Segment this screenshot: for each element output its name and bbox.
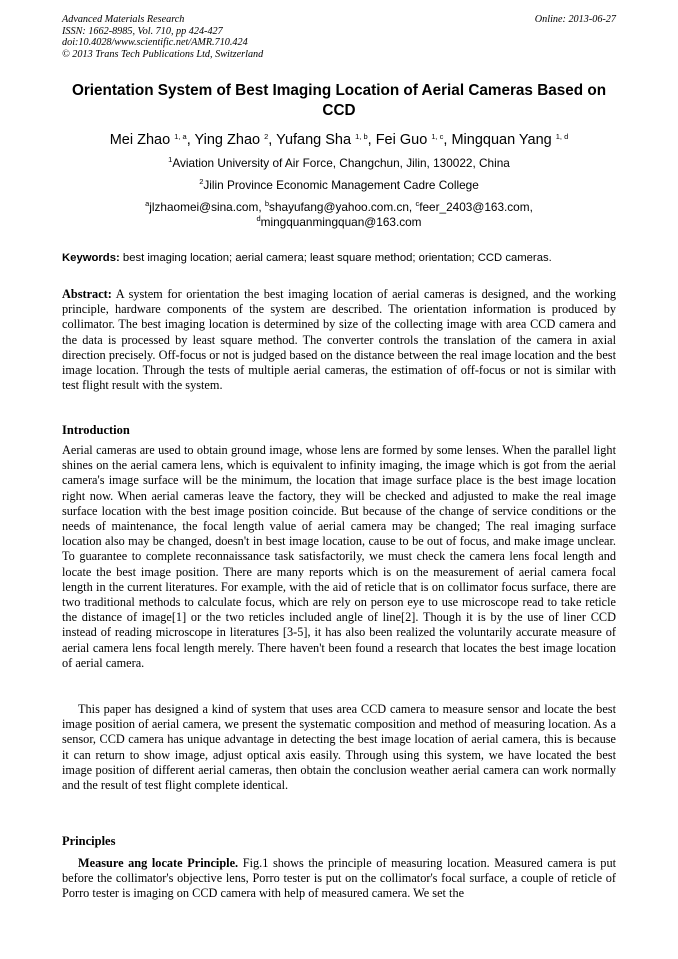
affiliation-sup: 2 bbox=[199, 177, 204, 186]
keywords-text: best imaging location; aerial camera; least square method; orientation; CCD cameras. bbox=[122, 252, 552, 264]
abstract bbox=[62, 287, 616, 393]
email-sup: a bbox=[145, 199, 150, 208]
principles-paragraph: Measure ang locate Principle. Fig.1 shows the principle of measuring location. Measured camera is put before the collimator's objective lens, Porro tester is put on the collimator's focal surface, a couple of reticle of Porro tester is imaging on CCD camera with help of measured camera. We set the bbox=[62, 856, 617, 901]
author-name: Ying Zhao bbox=[194, 132, 261, 148]
journal-copyright: © 2013 Trans Tech Publications Ltd, Switzerland bbox=[62, 48, 264, 60]
author-name: Mei Zhao bbox=[109, 132, 171, 148]
author-sup: 1, a bbox=[174, 132, 187, 141]
journal-issn: ISSN: 1662-8985, Vol. 710, pp 424-427 bbox=[62, 25, 223, 37]
email-sup: c bbox=[415, 199, 420, 208]
affiliation-sup: 1 bbox=[168, 155, 173, 164]
journal-header bbox=[62, 14, 263, 60]
author-sup: 1, d bbox=[555, 132, 569, 141]
section-heading-introduction: Introduction bbox=[62, 423, 130, 437]
journal-doi: doi:10.4028/www.scientific.net/AMR.710.424 bbox=[62, 37, 248, 49]
principles-text: Fig.1 shows the principle of measuring location. Measured camera is put before the collimator's objective lens, Porro tester is put on the collimator's focal surface, a couple of reticle of Porro tester is imaging on CCD camera with help of measured camera. We set the bbox=[62, 856, 617, 901]
author-sup: 1, b bbox=[355, 132, 368, 141]
introduction-paragraph-1: Aerial cameras are used to obtain ground image, whose lens are formed by some lenses. When the parallel light shines on the aerial camera lens, which is equivalent to infinity imaging, the image which is got from the aerial camera's image surface will be the minimum, the location that image surface place is the best image location right now. When aerial cameras leave the factory, they will be checked and adjusted to make the real image surface location with the best image position coincide. But because of the change of service conditions or the needs of maintenance, the focal length value of aerial camera may be changed; The real imaging surface location also may be changed, doesn't in best image location, cause to be out of focus, and make image unclear. To guarantee to complete reconnaissance task satisfactorily, we must check the camera lens focal length and locate the best image position. There are many reports which is on the measurement of aerial camera focal length in the current literatures. For example, with the aid of reticle that is on collimator focus surface, there are two traditional methods to calculate focus, which are rely on person eye to use microscope read to take reticle the distance of image[1] or the two reticles included angle of line[2]. Though it is by the use of liner CCD instead of reading microscope in literatures [3-5], it has also been realized the voluntarily accurate measure of aerial camera lens focal length merely. There haven't been found a research that locates the best image location of aerial camera. bbox=[62, 443, 616, 670]
email-sup: d bbox=[256, 214, 261, 223]
author-name: Fei Guo bbox=[375, 132, 428, 148]
author-name: Yufang Sha bbox=[276, 132, 352, 148]
affiliation-text: Jilin Province Economic Management Cadre College bbox=[203, 178, 479, 192]
author-sup: 2 bbox=[264, 132, 269, 141]
email-address[interactable]: jlzhaomei@sina.com bbox=[149, 200, 259, 214]
keywords-label: Keywords: bbox=[62, 252, 120, 264]
affiliation bbox=[62, 156, 616, 171]
email-address[interactable]: shayufang@yahoo.com.cn bbox=[269, 200, 409, 214]
email-sup: b bbox=[264, 199, 270, 208]
email-address[interactable]: mingquanmingquan@163.com bbox=[260, 215, 422, 229]
author-sup: 1, c bbox=[431, 132, 444, 141]
author-list: Mei Zhao $^{1, a}$, Ying Zhao $^2$, Yufang Sha $^{1, b}$, Fei Guo $^{1, c}$, Mingquan Yang $^{1, d}$ bbox=[109, 132, 569, 148]
affiliation-text: Aviation University of Air Force, Changchun, Jilin, 130022, China bbox=[172, 156, 510, 170]
paper-title: Orientation System of Best Imaging Location of Aerial Cameras Based on CCD bbox=[71, 82, 607, 119]
affiliation bbox=[62, 178, 616, 193]
section-heading-principles: Principles bbox=[62, 834, 116, 848]
abstract-text: A system for orientation the best imaging location of aerial cameras is designed, and the working principle, hardware components of the system are described. The orientation information is produced by collimator. The best imaging location is determined by size of the collecting image with area CCD camera and the data is processed by least square method. The converter controls the translation of the camera in axial direction precisely. Off-focus or not is judged based on the distance between the real image location and the best image location. Through the tests of multiple aerial cameras, the estimation of off-focus or not is similar with test flight result with the system. bbox=[62, 287, 616, 393]
journal-name: Advanced Materials Research bbox=[62, 14, 185, 25]
principles-lead: Measure ang locate Principle bbox=[78, 856, 236, 870]
email-address[interactable]: feer_2403@163.com bbox=[419, 200, 530, 214]
email-list: $^a$jlzhaomei@sina.com, $^b$shayufang@yahoo.com.cn, $^c$feer_2403@163.com, $^d$mingquanmingquan@163.com bbox=[145, 199, 533, 229]
keywords bbox=[62, 251, 616, 265]
online-date: Online: 2013-06-27 bbox=[534, 14, 616, 25]
introduction-paragraph-2: This paper has designed a kind of system that uses area CCD camera to measure sensor and locate the best image position of aerial camera, we present the systematic composition and method of measuring location. As a sensor, CCD camera has unique advantage in detecting the best image location of aerial camera, this is because it can return to show image, adjust optical axis easily. Through using this system, we have located the best image position of different aerial cameras, then obtain the conclusion weather aerial camera can work normally and the result of test flight complete identical. bbox=[62, 702, 616, 793]
abstract-label: Abstract: bbox=[62, 287, 112, 301]
author-name: Mingquan Yang bbox=[451, 132, 552, 148]
